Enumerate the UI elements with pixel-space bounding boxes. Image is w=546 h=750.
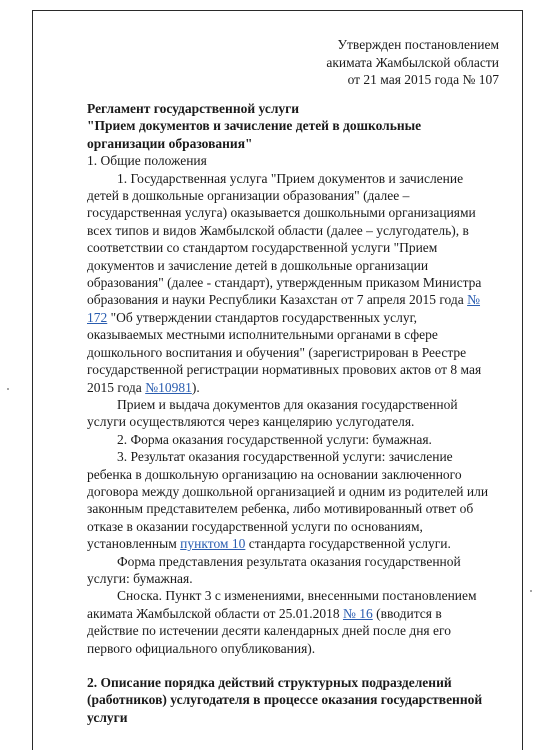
paragraph-1: 1. Государственная услуга "Прием документов и зачисление детей в дошкольные организации образования" (далее – государственная услуга) оказывается дошкольными организациями всех типов и видов Жамбылской области (далее – услугодатель), в соответствии со стандартом государственной услуги "Прием документов и зачисление детей в дошкольные организации образования" (далее - стандарт), утвержденным приказом Министра образования и науки Республики Казахстан от 7 апреля 2015 года № 172 "Об утверждении стандартов государственных услуг, оказываемых местными исполнительными органами в сфере дошкольного воспитания и обучения" (зарегистрирован в Реестре государственной регистрации нормативных провових актов от 8 мая 2015 года №10981). [87, 170, 482, 395]
paragraph-5: Форма представления результата оказания государственной услуги: бумажная. [87, 553, 461, 586]
order-172-link[interactable]: № 172 [87, 292, 481, 325]
section-heading-procedure: 2. Описание порядка действий структурных подразделений (работников) услугодателя в процессе оказания государственной услуги [87, 675, 483, 725]
footnote-paragraph: Сноска. Пункт 3 с изменениями, внесенными постановлением акимата Жамбылской области от 25.01.2018 № 16 (вводится в действие по истечении десяти календарных дней после дня его первого официального опубликования). [87, 588, 477, 656]
paragraph-3: 2. Форма оказания государственной услуги: бумажная. [117, 431, 432, 447]
paragraph-2: Прием и выдача документов для оказания государственной услуги осуществляются через канцелярию услугодателя. [87, 396, 458, 430]
paragraph-4: 3. Результат оказания государственной услуги: зачисление ребенка в дошкольную организацию на основании заключенного договора между дошкольной организацией и одним из родителей или законным представителем ребенка, либо мотивированный ответ об отказе в оказании государственной услуги по основаниям, установленным пунктом 10 стандарта государственной услуги. [87, 449, 489, 552]
scan-speck [530, 590, 532, 592]
approval-stamp [326, 36, 499, 89]
approval-line: Утвержден постановлением [337, 37, 499, 52]
section-heading-general: 1. Общие положения [87, 153, 207, 169]
registration-10981-link[interactable]: №10981 [145, 379, 192, 395]
scan-speck [7, 388, 9, 390]
approval-line: акимата Жамбылской области [326, 54, 499, 70]
document-body [87, 100, 493, 726]
service-name: "Прием документов и зачисление детей в дошкольные организации образования" [87, 118, 422, 151]
spacer [87, 657, 493, 674]
item-10-link[interactable]: пунктом 10 [180, 536, 246, 552]
approval-line: от 21 мая 2015 года № 107 [347, 72, 499, 87]
document-title: Регламент государственной услуги [87, 101, 300, 116]
resolution-16-link[interactable]: № 16 [342, 605, 373, 621]
